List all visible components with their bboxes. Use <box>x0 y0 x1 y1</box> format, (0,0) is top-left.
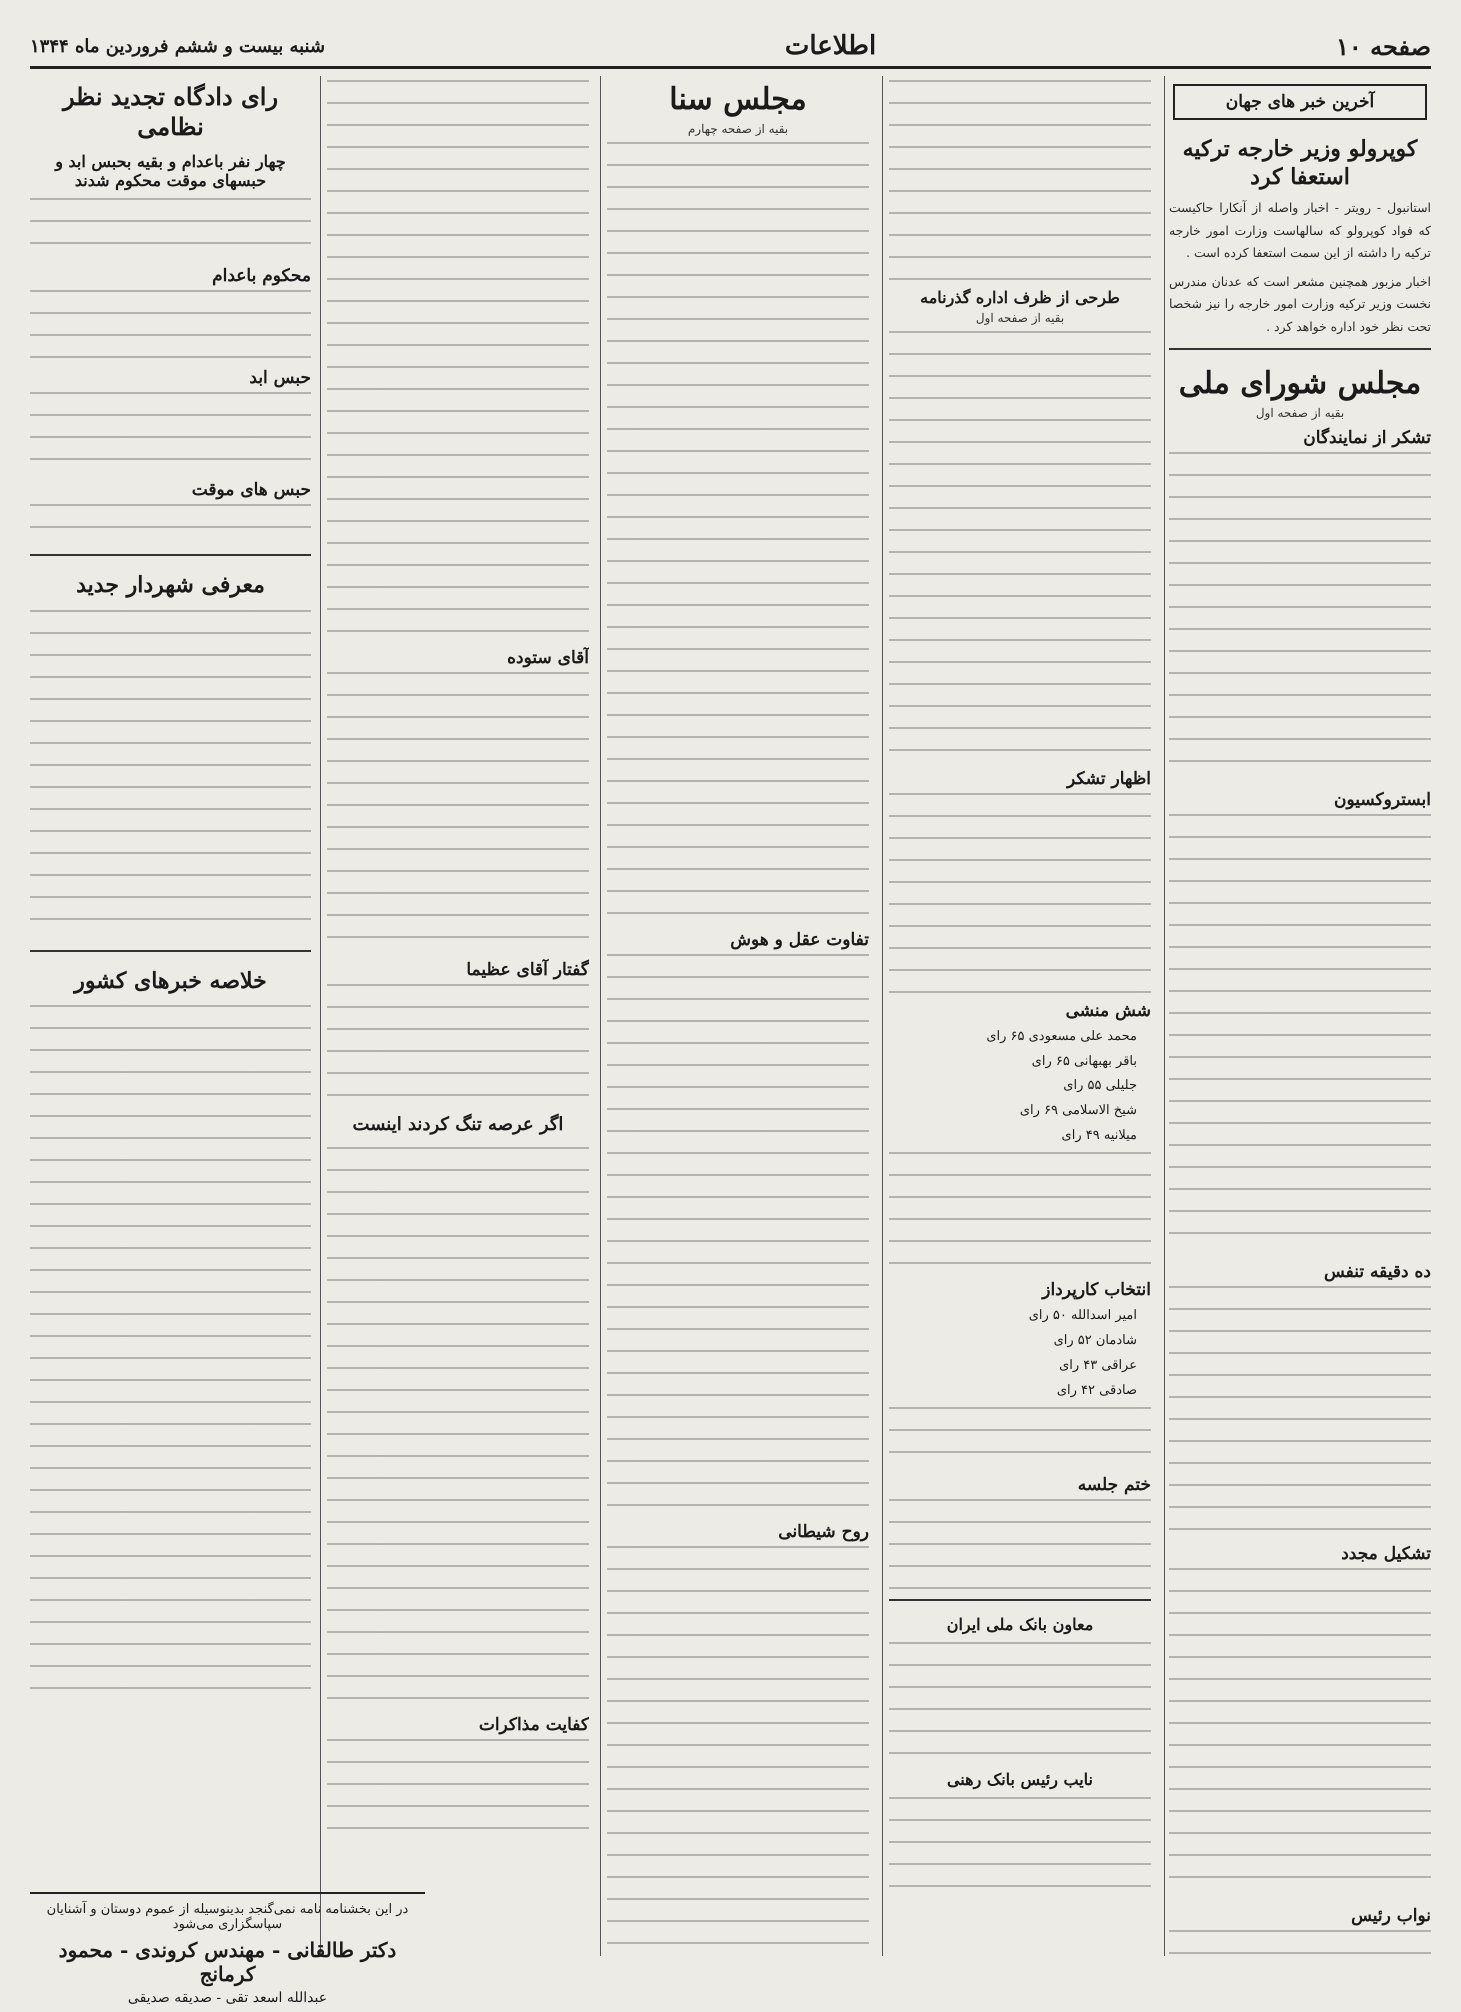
continued-note: بقیه از صفحه چهارم <box>687 122 789 136</box>
column-senate-cont <box>327 76 589 1956</box>
column-rule <box>1164 76 1165 1956</box>
koprulu-intro-2: اخبار مزبور همچنین مشعر است که عدنان مندرس نخست وزیر ترکیه وزارت امور خارجه را نیز شخصا تحت نظر خود اداره خواهد کرد . <box>1169 273 1431 334</box>
article-body <box>1169 452 1431 782</box>
article-body <box>889 793 1151 993</box>
section-sotoudeh: آقای ستوده <box>507 648 589 668</box>
section-azima-speech: گفتار آقای عظیما <box>466 960 589 980</box>
column-senate <box>607 76 869 1956</box>
section-thanks: تشکر از نمایندگان <box>1303 428 1431 449</box>
vote-item: باقر بهبهانی ۶۵ رای <box>1031 1053 1137 1069</box>
article-body <box>1169 1568 1431 1898</box>
article-body <box>889 1152 1151 1272</box>
section-death-sentence: محکوم باعدام <box>212 266 311 286</box>
article-body <box>889 1499 1151 1589</box>
divider <box>889 1599 1151 1601</box>
military-court-subheadline: چهار نفر باعدام و بقیه بحبس ابد و حبسهای موقت محکوم شدند <box>55 152 286 190</box>
article-body <box>607 142 869 922</box>
section-intellect: تفاوت عقل و هوش <box>730 930 869 950</box>
section-six-secretaries: شش منشی <box>1065 1001 1151 1021</box>
section-debate-sufficiency: کفایت مذاکرات <box>478 1714 589 1735</box>
vote-item: محمد علی مسعودی ۶۵ رای <box>986 1029 1137 1044</box>
article-body <box>327 1147 589 1707</box>
condolence-notice <box>30 1892 425 2006</box>
article-body <box>30 504 311 544</box>
world-news-box-title: آخرین خبر های جهان <box>1173 84 1427 120</box>
koprulu-headline: کوپرولو وزیر خارجه ترکیه استعفا کرد <box>1182 136 1418 190</box>
bank-melli-headline: معاون بانک ملی ایران <box>946 1615 1094 1635</box>
issue-date: شنبه بیست و ششم فروردین ماه ۱۳۴۴ <box>30 35 326 57</box>
vote-item: میلانیه ۴۹ رای <box>1061 1127 1137 1143</box>
country-news-headline: خلاصه خبرهای کشور <box>74 967 267 994</box>
senate-title: مجلس سنا <box>669 82 807 117</box>
vote-list <box>889 1304 1151 1403</box>
column-rule <box>882 76 883 1956</box>
column-military-court <box>30 76 311 1956</box>
mortgage-bank-headline: نایب رئیس بانک رهنی <box>946 1770 1094 1790</box>
section-deputies: نواب رئیس <box>1351 1906 1431 1927</box>
article-body <box>1169 1286 1431 1536</box>
article-body <box>30 392 311 472</box>
section-recess: ده دقیقه تنفس <box>1324 1262 1431 1283</box>
article-body <box>327 984 589 1104</box>
article-body <box>1169 814 1431 1254</box>
column-world-news <box>1169 76 1431 1956</box>
divider <box>30 950 311 952</box>
article-body <box>607 1546 869 1946</box>
article-body <box>889 1407 1151 1467</box>
article-body <box>889 80 1151 280</box>
vote-item: شیخ الاسلامی ۶۹ رای <box>1019 1103 1137 1119</box>
continued-note: بقیه از صفحه اول <box>975 311 1065 325</box>
column-rule <box>320 76 321 1956</box>
majlis-shora-title: مجلس شورای ملی <box>1178 366 1422 402</box>
article-body <box>30 198 311 258</box>
section-expressing-thanks: اظهار تشکر <box>1066 769 1151 789</box>
section-obstruction: ابستروکسیون <box>1334 790 1431 811</box>
notice-text: در این بخشنامه نامه نمی‌گنجد بدینوسیله از عموم دوستان و آشنایان سپاسگزاری می‌شود <box>46 1902 409 1932</box>
section-devil-spirit: روح شیطانی <box>778 1522 869 1542</box>
masthead <box>30 26 1431 69</box>
article-body <box>889 1642 1151 1762</box>
article-body <box>889 331 1151 761</box>
section-life-imprisonment: حبس ابد <box>249 368 311 388</box>
divider <box>1169 348 1431 350</box>
vote-item: عراقی ۴۳ رای <box>1059 1357 1137 1373</box>
vote-item: جلیلی ۵۵ رای <box>1063 1078 1137 1094</box>
vote-item: امیر اسدالله ۵۰ رای <box>1028 1308 1137 1324</box>
passport-headline: طرحی از ظرف اداره گذرنامه <box>920 288 1120 307</box>
article-body <box>607 954 869 1514</box>
article-body <box>327 80 589 640</box>
continued-note: بقیه از صفحه اول <box>1255 406 1345 421</box>
narrow-arena-headline: اگر عرصه تنگ کردند اینست <box>352 1114 564 1135</box>
article-body <box>327 1739 589 1849</box>
paper-name: اطلاعات <box>784 31 877 61</box>
section-session-end: ختم جلسه <box>1077 1475 1151 1496</box>
koprulu-intro: استانبول - رویتر - اخبار واصله از آنکارا حاکیست که فواد کوپرولو که سالهاست وزارت امور خارجه ترکیه را داشته از این سمت استعفا کرده است . <box>1169 200 1431 261</box>
column-majlis-cont <box>889 76 1151 1956</box>
vote-item: صادقی ۴۲ رای <box>1056 1382 1137 1398</box>
column-rule <box>600 76 601 1956</box>
vote-item: شادمان ۵۲ رای <box>1053 1333 1137 1349</box>
section-temporary-imprisonment: حبس های موقت <box>191 480 311 500</box>
section-reconvene: تشکیل مجدد <box>1341 1544 1431 1565</box>
article-body <box>889 1797 1151 1907</box>
article-body <box>30 1005 311 1705</box>
notice-signatories: دکتر طالقانی - مهندس کروندی - محمود کرمانج <box>58 1938 397 1986</box>
divider <box>30 554 311 556</box>
article-body <box>30 290 311 360</box>
section-agent-election: انتخاب کارپرداز <box>1042 1280 1151 1301</box>
vote-list <box>889 1025 1151 1148</box>
military-court-headline: رای دادگاه تجدید نظر نظامی <box>62 82 279 141</box>
page-number: صفحه ۱۰ <box>1335 31 1431 61</box>
notice-signatories-2: عبدالله اسعد تقی - صدیقه صدیقی <box>127 1990 328 2006</box>
article-body <box>327 672 589 952</box>
article-body <box>30 610 311 940</box>
new-mayor-headline: معرفی شهردار جدید <box>76 572 265 598</box>
article-body <box>1169 1930 1431 1956</box>
